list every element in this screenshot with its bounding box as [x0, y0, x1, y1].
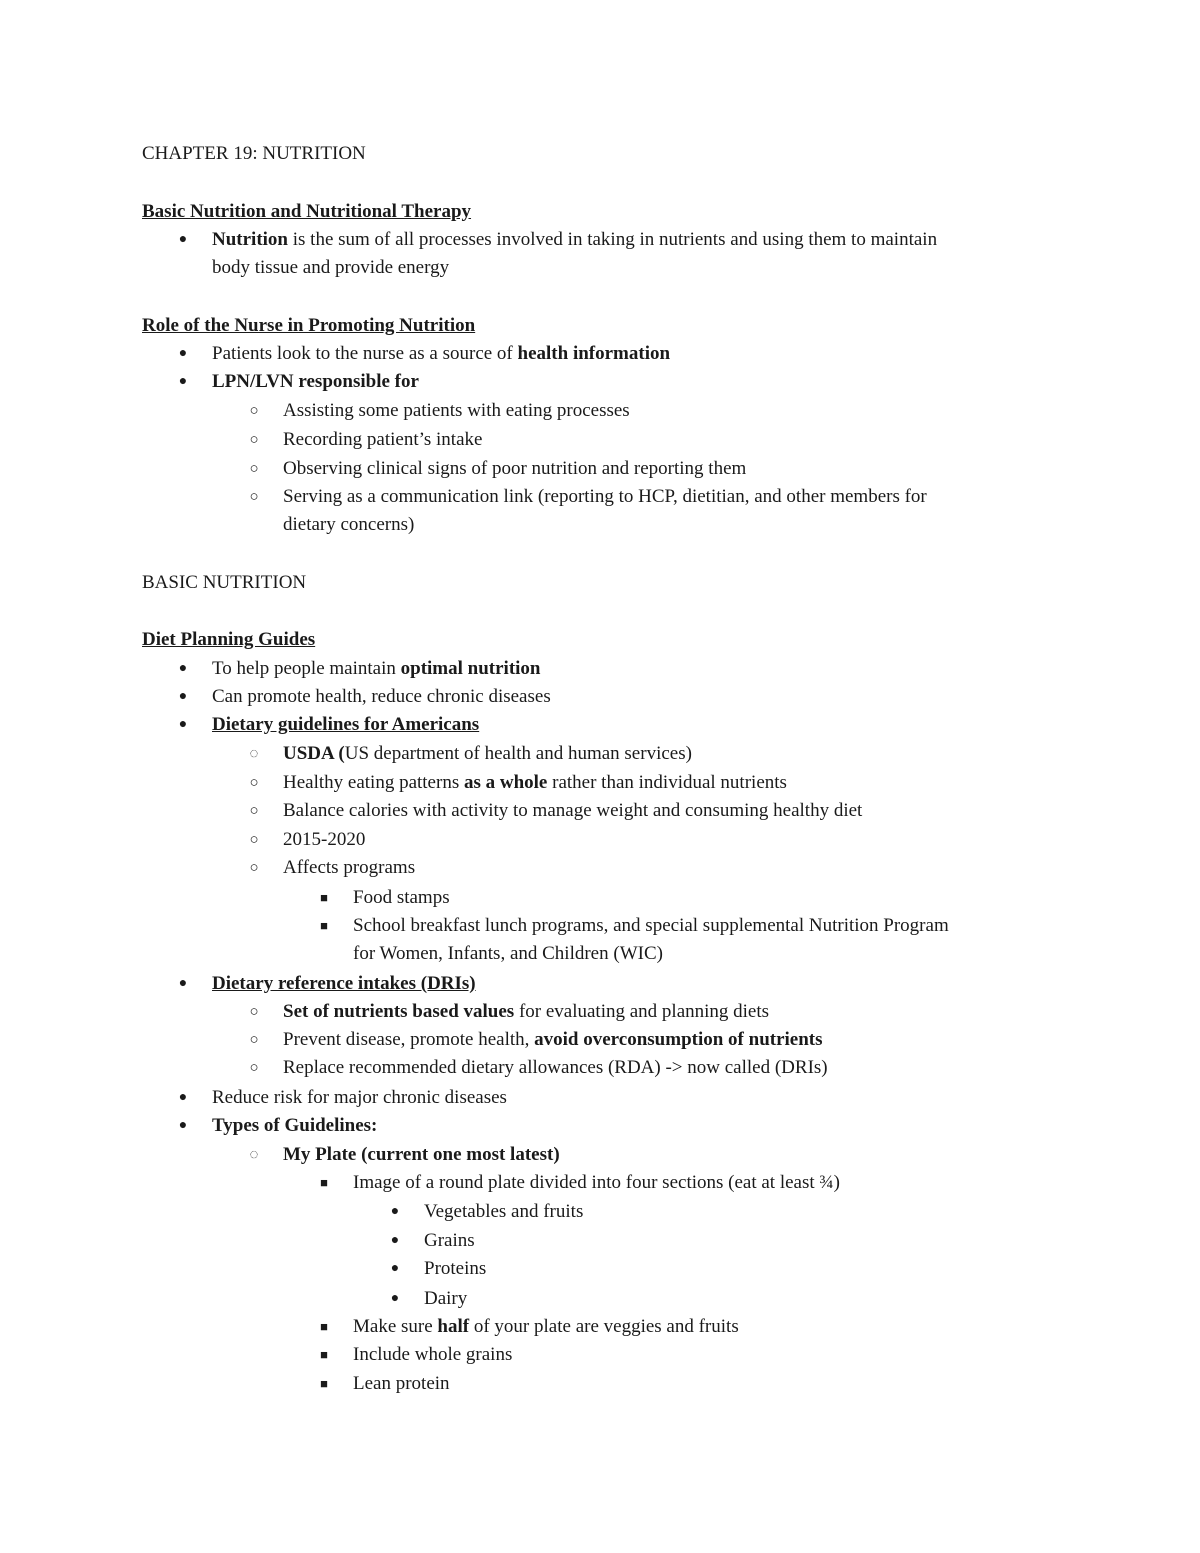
- list-item: ● Patients look to the nurse as a source of health information: [212, 340, 670, 368]
- bullet-dotted-circle-icon: ◌: [249, 1147, 259, 1163]
- sub-list-item-continuation: dietary concerns): [283, 514, 415, 535]
- sub-sub-list-item: ■ Image of a round plate divided into four sections (eat at least ¾): [353, 1169, 840, 1197]
- sub-list-item: ◌ USDA (US department of health and human services): [283, 740, 692, 768]
- bullet-circle-icon: ○: [249, 432, 259, 448]
- sub-list-item: ○ Assisting some patients with eating processes: [283, 397, 630, 425]
- sub-sub-list-item: ■ Lean protein: [353, 1370, 450, 1398]
- list-item-dietary-guidelines: ● Dietary guidelines for Americans: [212, 711, 479, 739]
- sub-list-item: ○ Set of nutrients based values for evaluating and planning diets: [283, 998, 769, 1026]
- bullet-disc-icon: ●: [178, 661, 188, 676]
- bullet-circle-icon: ○: [249, 803, 259, 819]
- section-heading-diet-planning: Diet Planning Guides: [142, 629, 316, 650]
- bullet-circle-icon: ○: [249, 775, 259, 791]
- bullet-circle-icon: ○: [249, 1032, 259, 1048]
- bullet-disc-icon: ●: [178, 232, 188, 247]
- bullet-circle-icon: ○: [249, 832, 259, 848]
- bullet-disc-icon: ●: [390, 1261, 400, 1276]
- sub-list-item: ○ Replace recommended dietary allowances (RDA) -> now called (DRIs): [283, 1054, 828, 1082]
- bullet-square-icon: ■: [320, 1175, 328, 1190]
- sub-list-item: ○ Recording patient’s intake: [283, 426, 482, 454]
- list-item: ● LPN/LVN responsible for: [212, 368, 419, 396]
- bullet-disc-icon: ●: [390, 1291, 400, 1306]
- section-heading-basic-nutrition-therapy: Basic Nutrition and Nutritional Therapy: [142, 201, 472, 222]
- list-item: ● Types of Guidelines:: [212, 1112, 377, 1140]
- sub-list-item: ◌ My Plate (current one most latest): [283, 1141, 560, 1169]
- basic-nutrition-heading: BASIC NUTRITION: [142, 572, 307, 593]
- level4-list-item: ● Dairy: [424, 1285, 467, 1313]
- list-item-dris: ● Dietary reference intakes (DRIs): [212, 970, 476, 998]
- bullet-disc-icon: ●: [178, 976, 188, 991]
- sub-list-item: ○ Affects programs: [283, 854, 415, 882]
- bullet-disc-icon: ●: [390, 1233, 400, 1248]
- level4-list-item: ● Vegetables and fruits: [424, 1198, 583, 1226]
- bullet-disc-icon: ●: [178, 1090, 188, 1105]
- bullet-square-icon: ■: [320, 890, 328, 905]
- bullet-square-icon: ■: [320, 1347, 328, 1362]
- list-item-continuation: body tissue and provide energy: [212, 257, 450, 278]
- bullet-square-icon: ■: [320, 918, 328, 933]
- list-item: ● Nutrition is the sum of all processes involved in taking in nutrients and using them to maintain: [212, 226, 937, 254]
- bullet-disc-icon: ●: [390, 1204, 400, 1219]
- bullet-square-icon: ■: [320, 1319, 328, 1334]
- sub-list-item: ○ Observing clinical signs of poor nutrition and reporting them: [283, 455, 746, 483]
- list-item: ● To help people maintain optimal nutrition: [212, 655, 541, 683]
- sub-sub-list-item: ■ Make sure half of your plate are veggies and fruits: [353, 1313, 739, 1341]
- section-heading-role-of-nurse: Role of the Nurse in Promoting Nutrition: [142, 315, 476, 336]
- bullet-circle-icon: ○: [249, 1060, 259, 1076]
- bullet-disc-icon: ●: [178, 1118, 188, 1133]
- bullet-disc-icon: ●: [178, 346, 188, 361]
- bullet-circle-icon: ○: [249, 1004, 259, 1020]
- level4-list-item: ● Grains: [424, 1227, 475, 1255]
- sub-sub-list-item-continuation: for Women, Infants, and Children (WIC): [353, 943, 663, 964]
- bullet-square-icon: ■: [320, 1376, 328, 1391]
- bullet-circle-icon: ○: [249, 403, 259, 419]
- bullet-disc-icon: ●: [178, 717, 188, 732]
- bullet-disc-icon: ●: [178, 689, 188, 704]
- sub-list-item: ○ Serving as a communication link (reporting to HCP, dietitian, and other members for: [283, 483, 927, 511]
- list-item: ● Can promote health, reduce chronic diseases: [212, 683, 551, 711]
- sub-list-item: ○ Prevent disease, promote health, avoid overconsumption of nutrients: [283, 1026, 823, 1054]
- sub-list-item: ○ Balance calories with activity to manage weight and consuming healthy diet: [283, 797, 862, 825]
- level4-list-item: ● Proteins: [424, 1255, 486, 1283]
- chapter-title: CHAPTER 19: NUTRITION: [142, 143, 366, 164]
- sub-sub-list-item: ■ Include whole grains: [353, 1341, 512, 1369]
- sub-list-item: ○ 2015-2020: [283, 826, 365, 854]
- bullet-circle-icon: ○: [249, 461, 259, 477]
- bullet-circle-icon: ○: [249, 489, 259, 505]
- sub-sub-list-item: ■ Food stamps: [353, 884, 450, 912]
- bullet-dotted-circle-icon: ◌: [249, 746, 259, 762]
- bullet-disc-icon: ●: [178, 374, 188, 389]
- sub-sub-list-item: ■ School breakfast lunch programs, and special supplemental Nutrition Program: [353, 912, 949, 940]
- bullet-circle-icon: ○: [249, 860, 259, 876]
- sub-list-item: ○ Healthy eating patterns as a whole rather than individual nutrients: [283, 769, 787, 797]
- list-item: ● Reduce risk for major chronic diseases: [212, 1084, 507, 1112]
